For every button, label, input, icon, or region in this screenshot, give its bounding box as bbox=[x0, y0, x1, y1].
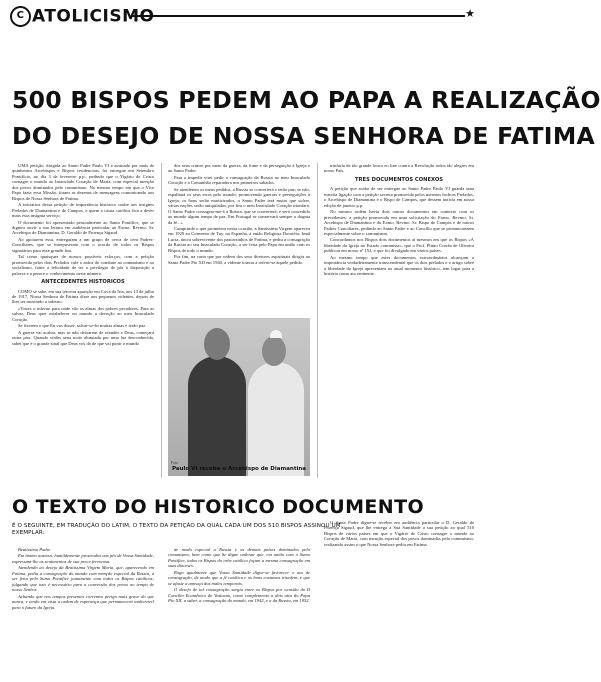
headline-line-2: DO DESEJO DE NOSSA SENHORA DE FATIMA bbox=[12, 122, 596, 150]
masthead-initial: C bbox=[10, 6, 31, 27]
news-photo bbox=[168, 318, 310, 476]
paragraph: trinfaria de tão grande louco eo lute contra a Revolução todos tão alegres em nosso País. bbox=[324, 163, 474, 174]
paragraph: A petição que acabo de ser entregue ao Santo Padre Paulo VI guarda uma estreita ligação com a petição secreta promovida pelos mesmos ínclitos Prelados, o Arcebispo de Diamantina e o Bispo de Campos, que dessem notícia em nossa edição de janeiro p.p. bbox=[324, 186, 474, 208]
photo-zucchetto bbox=[270, 330, 282, 338]
photo-figure-pope bbox=[248, 362, 304, 476]
paragraph: O documento foi apresentado pessoalmente ao Santo Pontífice, que se dignou ouvir a sua leitura em audiência particular ao Exmo. Revmo. Sr. Arcebispo de Diamantina, D. Geraldo de Proença Sigaud. bbox=[12, 219, 154, 236]
photo-figure-archbishop bbox=[188, 356, 246, 476]
subheading: ANTECEDENTES HISTORICOS bbox=[41, 279, 125, 286]
photo-caption: Paulo VI recebe o Arcebispo de Diamantina bbox=[172, 466, 306, 472]
article-column-1 bbox=[12, 163, 154, 478]
star-icon: ★ bbox=[465, 8, 475, 20]
column-divider bbox=[161, 163, 162, 478]
headline-line-1: 500 BISPOS PEDEM AO PAPA A REALIZAÇÃO bbox=[12, 86, 601, 114]
photo-credit: Foto bbox=[171, 461, 178, 465]
paragraph: Ao mesmo tempo que estes documentos extraordinários alcançam a importância verdadeiramente transcendental que os dois prelados e o artigo sobre a liberdade da Igreja apresentam no atual momento histórico, tem lugar para a história como ato eminente. bbox=[324, 254, 474, 277]
paragraph: Por fim, na carta que por ordem dos seus diretores espirituais dirigiu ao Santo Padre Pio XII em 1940, a vidente tornou a referir-se àquele pedido. bbox=[168, 254, 310, 265]
paragraph: Cumprindo o que prometera nessa ocasião, a Santíssima Virgem apareceu em 1929 ao Convento de Tuy, na Espanha, à então Religiosa Dorotéia, Irmã Lucia, única sobrevivente dos pastorzinhos de Fatima, e pediu a consagração da Russia ao seu Imaculado Coração, a ser feita pelo Papa em união com os Bispos de todo o mundo. bbox=[168, 225, 310, 253]
column-divider bbox=[317, 163, 318, 478]
paragraph: de modo especial a Russia e os demais países dominados pelo comunismo, bem como que Se digne ordenar que, em união com o Sumo Pontífice, todos os Bispos do orbe católico façam a mesma consagração em suas dioceses. bbox=[168, 547, 310, 569]
photo-figure-head bbox=[262, 336, 286, 366]
document-column-2 bbox=[168, 547, 310, 677]
paragraph: A guerra vai acabar, mas se não deixarem de ofender a Deus, começará outra pior. Quando virdes uma noite alumiada por uma luz desconhecida, sabei que é o grande sinal que Deus vos dá de que vai punir o mundo bbox=[12, 329, 154, 346]
paragraph: O desejo de tal consagração surgiu entre os Bispos por ocasião do II Concílio Ecumênico do Vaticano, como complemento a dois atos do Papa Pio XII, a saber, a consagração do mundo, em 1942, e a da Russia, em 1952. bbox=[168, 587, 310, 604]
article-column-3 bbox=[324, 163, 474, 478]
masthead-title: ATOLICISMO bbox=[32, 6, 155, 27]
paragraph: Em ânimo ansioso, humildemente prostrados aos pés de Vossa Santidade, expressam-lhe os sentimentos de sua prece fervorosa. bbox=[12, 553, 154, 564]
paragraph: Para a impedir virei pedir a consagração da Russia ao meu Imaculado Coração e a Comunhão reparadora nos primeiros sabados. bbox=[168, 174, 310, 186]
photo-story-text bbox=[324, 520, 474, 678]
paragraph: O Santo Padre digne-se receber em audiência particular o D. Geraldo de Proença Sigaud, que lhe entrega a Sua Santidade a sua petição ao qual 510 Bispos de vários países em que o Vigário de Cristo consagre o mundo ao Coração de Maria, com menção especial dos povos dominados pelo comunismo, realizando assim o que Nossa Senhora pediu em Fatima. bbox=[324, 520, 474, 547]
paragraph: No mesmo ordem havia dois outros documentos em contexto com os precedentes: a petição promovida em uma solicitação do Exmo. Revmo. Sr. Arcebispo de Diamantina e do Exmo. Revmo. Sr. Bispo de Campos e de outros Padres Conciliares, pedindo ao Santo Padre e ao Concílio que se pronunciassem especialmente sobre o comunismo. bbox=[324, 209, 474, 236]
paragraph: Rogo igualmente que Vossa Santidade digne-se favorecer o ato de consagração, de modo que a fé católica e os bons costumes triunfem, e que se afaste a ameaça dos males temporais. bbox=[168, 569, 310, 586]
masthead bbox=[10, 6, 475, 28]
paragraph: Se fizerem o que Eu vos disser, salvar-se-ão muitas almas e terão paz. bbox=[18, 323, 147, 329]
masthead-rule bbox=[132, 15, 465, 17]
paragraph: «Vistes o inferno para onde vão as almas dos pobres pecadores. Para as salvar, Deus quer estabelecer no mundo a devoção ao meu Imaculado Coração. bbox=[12, 305, 154, 322]
paragraph: Atendendo ao desejo da Beatíssima Virgem Maria, que, aparecendo em Fatima, pediu a consagração do mundo com menção especial da Russia, a ser feita pelo Sumo Pontífice juntamente com todos os Bispos católicos; julgando que isso é necessário para a conversão dos povos ao tempo de nosso Senhor. bbox=[12, 565, 154, 593]
document-column-1 bbox=[12, 547, 154, 677]
section-intro: É O SEGUINTE, EM TRADUÇÃO DO LATIM, O TEXTO DA PETIÇÃO DA QUAL CADA UM DOS 510 BISPOS ASSINOU UM EXEMPLAR: bbox=[12, 523, 341, 536]
paragraph: UMA petição, dirigida ao Santo Padre Paulo VI e assinada por mais de quinhentos Arcebispos e Bispos residenciais, foi entregue em Setembro Pontifício, no dia 3 de fevereiro p.p., pedindo que o Vigário de Cristo consagre o mundo ao Imaculado Coração de Maria, com especial menção dos povos dominados pelo comunismo. No mesmo tempo em que o Vice Papa fazia essa Missão, foram as dezenas de mensagens comunicando aos Bispos de Nossa Senhora de Fatima. bbox=[12, 163, 154, 201]
paragraph: Achando que nos tempos presentes corremos perigo mais grave do que nunca, e tendo em vista a ordem de esperança que permanecerá inalterável para o futuro da Igreja. bbox=[12, 593, 154, 610]
paragraph: Tal como quaisquer de nossos possíveis esforços, com a petição promovida pelos dois Prelados vale o ardor do combate ao comunismo e ao socialismo, fonte a felicidade de ter o privilégio de pôr à disposição a palavra e a pena e o conhecimento neste número. bbox=[12, 254, 154, 276]
paragraph: A iniciativa dessa petição de importância histórica coube aos insignes Prelados de Diamantina e de Campos, e quem a causa católica fica a dever mais essa insignia serviço. bbox=[12, 202, 154, 219]
photo-figure-head bbox=[204, 328, 230, 360]
subheading: TRES DOCUMENTOS CONEXOS bbox=[355, 176, 443, 183]
paragraph: Concordamos nos Bispos dois documentos ai mesmos em que os Bispos «A liberdade da Igreja no Estado comunista», que o Prof. Plinio Corrêa de Oliveira publicou em nosso nº 152, e que foi divulgado em vários países. bbox=[324, 237, 474, 254]
paragraph: Ao apoiarem essa, entregaram a um grupo de cerca de cem Padres-Conciliares, que se interpuseram com o acordo de todos os Bispos signatários para esse grande fim. bbox=[12, 236, 154, 253]
article-column-2 bbox=[168, 163, 310, 315]
section-title: O TEXTO DO HISTORICO DOCUMENTO bbox=[12, 496, 424, 518]
salutation: Beatíssimo Padre bbox=[18, 547, 51, 552]
paragraph: dos seus crimes por meio da guerra, da fome e da perseguição à Igreja e ao Santo Padre. bbox=[168, 163, 310, 174]
paragraph: Se atenderem os meus pedidos, a Russia se converterá e terão paz; se não, espalhará os seus erros pelo mundo, promovendo guerras e perseguições à Igreja; os bons serão martirizados, o Santo Padre terá muito que sofrer, várias nações serão aniquiladas; por fim o meu Imaculado Coração triunfará. O Santo Padre consagrar-me-á a Russia, que se converterá, e será concedido ao mundo algum tempo de paz. Em Portugal se conservará sempre o dogma da fé...» bbox=[168, 186, 310, 225]
paragraph: COMO se sabe, em sua terceira aparição em Cova da Iria, aos 13 de julho de 1917, Nossa Senhora de Fatima disse aos pequenos videntes, depois de lhes ter mostrado o inferno: bbox=[12, 288, 154, 305]
